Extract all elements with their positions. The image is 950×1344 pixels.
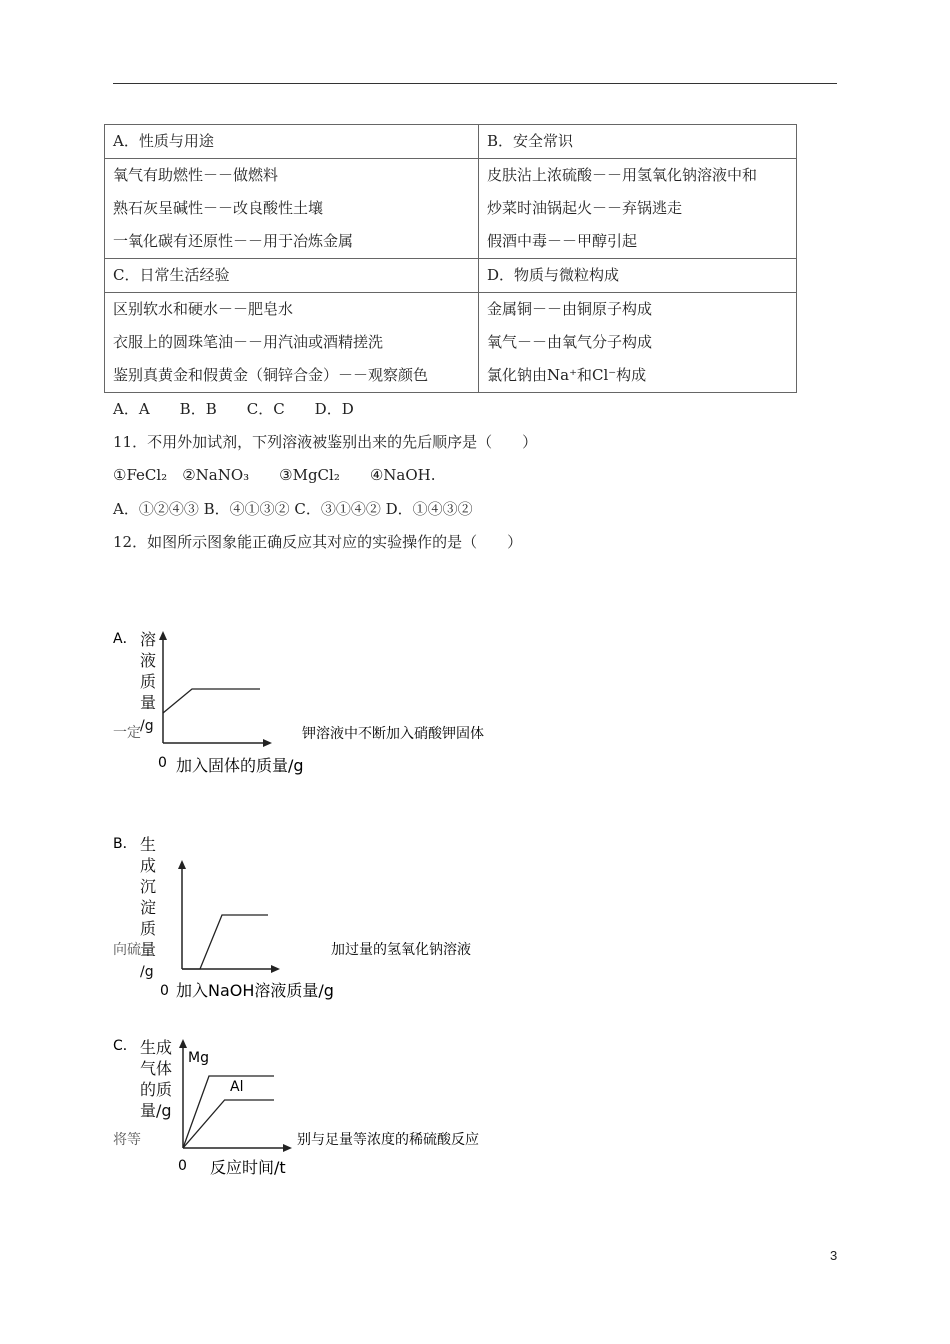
q11-reagents: ①FeCl₂ ②NaNO₃ ③MgCl₂ ④NaOH.	[113, 466, 436, 484]
c-series-mg-line	[183, 1076, 274, 1148]
a-line-3: 一氧化碳有还原性－－用于冶炼金属	[113, 232, 354, 250]
d-line-2: 氧气－－由氧气分子构成	[487, 333, 653, 351]
b-right-text: 加过量的氢氧化钠溶液	[331, 942, 471, 958]
c-origin: 0	[178, 1158, 187, 1174]
b-ylabel-6: 量	[140, 940, 157, 959]
a-line-1: 氧气有助燃性－－做燃料	[113, 166, 279, 184]
cell-c-header: C．日常生活经验	[105, 259, 479, 293]
q12-option-b	[110, 830, 540, 1014]
b-ylabel-5: 质	[140, 919, 157, 938]
b-x-arrow	[271, 965, 280, 973]
a-yunit: /g	[140, 718, 154, 734]
a-right-text: 钾溶液中不断加入硝酸钾固体	[302, 726, 484, 742]
b-line-3: 假酒中毒－－甲醇引起	[487, 232, 638, 250]
page-number: 3	[830, 1248, 838, 1263]
option-c-letter: C．	[113, 1038, 137, 1054]
a-ylabel-4: 量	[140, 693, 157, 712]
c-y-arrow	[179, 1039, 187, 1048]
b-left-text: 向硫	[113, 942, 141, 958]
c-line-2: 衣服上的圆珠笔油－－用汽油或酒精搓洗	[113, 333, 384, 351]
b-origin: 0	[160, 983, 169, 999]
b-curve	[182, 915, 268, 969]
c-series-mg-label: Mg	[188, 1050, 209, 1066]
option-a-letter: A．	[113, 631, 137, 647]
c-right-text: 别与足量等浓度的稀硫酸反应	[297, 1132, 479, 1148]
a-ylabel-3: 质	[140, 672, 157, 691]
a-x-arrow	[263, 739, 272, 747]
a-origin: 0	[158, 755, 167, 771]
c-ylabel-4: 量/g	[140, 1101, 172, 1120]
q11-options: A．①②④③ B．④①③② C．③①④② D．①④③②	[113, 500, 473, 518]
cell-c-body	[105, 293, 479, 393]
c-series-al-line	[183, 1100, 274, 1148]
b-yunit: /g	[140, 964, 154, 980]
a-line-2: 熟石灰呈碱性－－改良酸性土壤	[113, 199, 324, 217]
b-xlabel: 加入NaOH溶液质量/g	[176, 981, 334, 1000]
cell-b-body	[479, 159, 797, 259]
q10-options: A．A B．B C．C D．D	[113, 400, 354, 418]
question-table	[104, 124, 797, 393]
q11-stem: 11．不用外加试剂，下列溶液被鉴别出来的先后顺序是（ ）	[113, 433, 538, 451]
header-rule	[113, 83, 837, 84]
c-ylabel-1: 生成	[140, 1038, 173, 1057]
a-xlabel: 加入固体的质量/g	[176, 756, 304, 775]
q12-option-a	[110, 625, 540, 784]
c-x-arrow	[283, 1144, 292, 1152]
a-ylabel-2: 液	[140, 651, 157, 670]
cell-d-body	[479, 293, 797, 393]
d-line-3: 氯化钠由Na⁺和Cl⁻构成	[487, 366, 647, 384]
b-ylabel-2: 成	[140, 856, 157, 875]
b-line-2: 炒菜时油锅起火－－弃锅逃走	[487, 199, 683, 217]
c-ylabel-3: 的质	[140, 1080, 173, 1099]
c-series-al-label: Al	[230, 1079, 244, 1095]
c-left-text: 将等	[113, 1132, 141, 1148]
c-line-1: 区别软水和硬水－－肥皂水	[113, 300, 294, 318]
cell-b-header: B．安全常识	[479, 125, 797, 159]
b-ylabel-4: 淀	[140, 898, 157, 917]
cell-a-body	[105, 159, 479, 259]
a-curve	[163, 689, 260, 713]
b-ylabel-3: 沉	[140, 877, 157, 896]
c-line-3: 鉴别真黄金和假黄金（铜锌合金）－－观察颜色	[113, 366, 429, 384]
cell-d-header: D．物质与微粒构成	[479, 259, 797, 293]
option-b-letter: B．	[113, 836, 137, 852]
c-xlabel: 反应时间/t	[210, 1158, 286, 1177]
c-ylabel-2: 气体	[140, 1059, 173, 1078]
q12-stem: 12．如图所示图象能正确反应其对应的实验操作的是（ ）	[113, 533, 523, 551]
d-line-1: 金属铜－－由铜原子构成	[487, 300, 653, 318]
b-ylabel-1: 生	[140, 835, 157, 854]
a-y-arrow	[159, 631, 167, 640]
a-ylabel-1: 溶	[140, 630, 157, 649]
q12-option-c	[110, 1034, 540, 1188]
b-line-1: 皮肤沾上浓硫酸－－用氢氧化钠溶液中和	[487, 166, 758, 184]
b-y-arrow	[178, 860, 186, 869]
cell-a-header: A．性质与用途	[105, 125, 479, 159]
a-left-text: 一定	[113, 725, 141, 741]
